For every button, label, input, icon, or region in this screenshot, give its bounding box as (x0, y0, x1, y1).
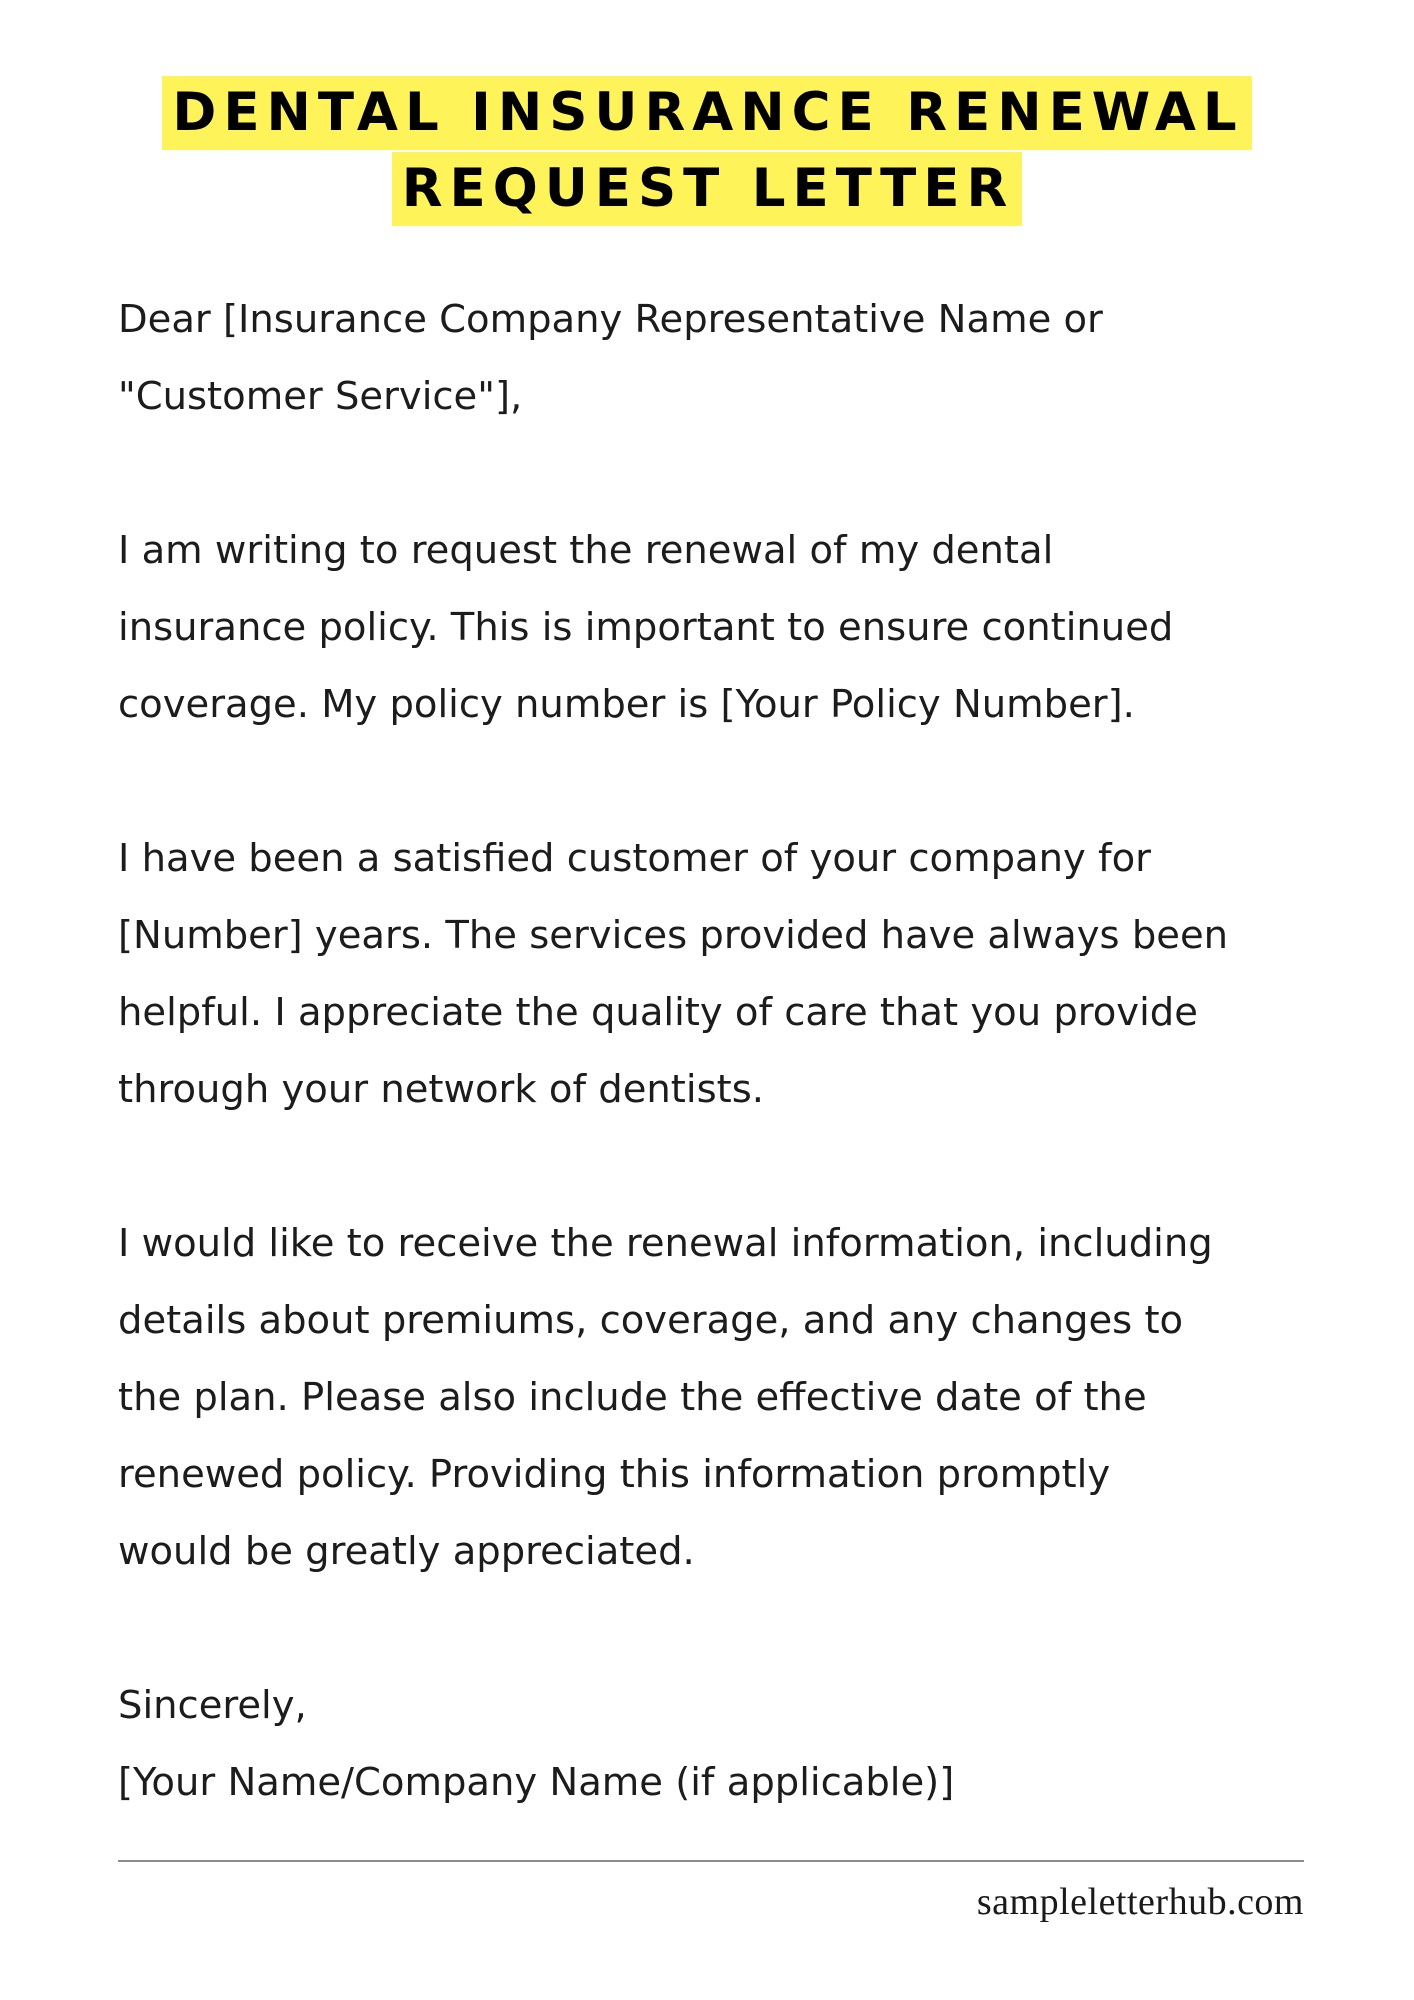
paragraph-customer-history: I have been a satisfied customer of your company for [Number] years. The services provided have always been helpful. I appreciate the quality of care that you provide through your network of dentists. (118, 836, 1229, 1112)
title-line-1: DENTAL INSURANCE RENEWAL (162, 76, 1251, 150)
paragraph-renewal-request: I am writing to request the renewal of my dental insurance policy. This is important to ensure continued coverage. My policy number is [Your Policy Number]. (118, 528, 1174, 727)
document-title (0, 76, 1414, 228)
paragraph-information-request: I would like to receive the renewal information, including details about premiums, coverage, and any changes to the plan. Please also include the effective date of the renewed policy. Providing this information promptly would be greatly appreciated. (118, 1221, 1213, 1574)
footer-brand: sampleletterhub.com (976, 1881, 1304, 1923)
footer-divider (118, 1860, 1304, 1862)
salutation: Dear [Insurance Company Representative Name or "Customer Service"], (118, 297, 1103, 419)
title-line-2: REQUEST LETTER (392, 152, 1023, 226)
letter-body (118, 281, 1348, 1821)
closing-signature: Sincerely, [Your Name/Company Name (if applicable)] (118, 1683, 955, 1805)
